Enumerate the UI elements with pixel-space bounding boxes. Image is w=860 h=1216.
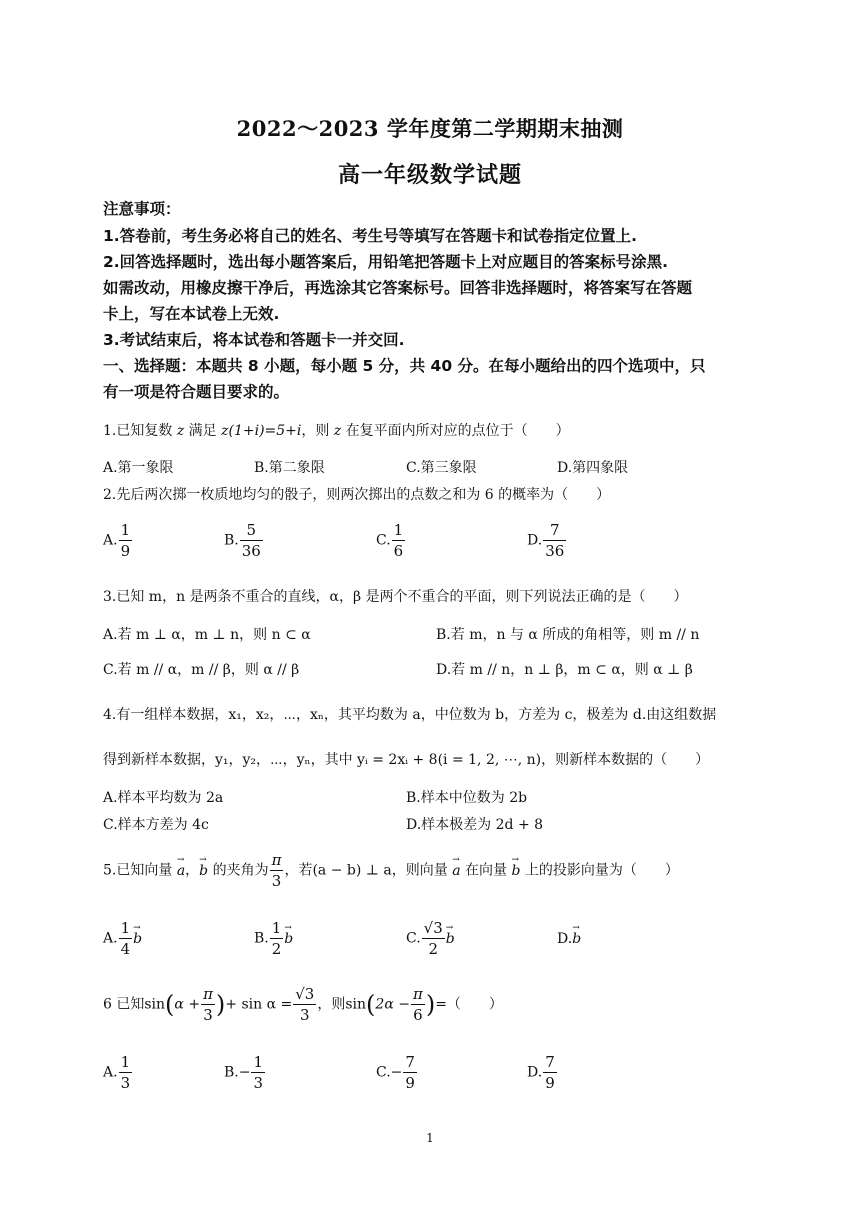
question-3-stem: 3.已知 m，n 是两条不重合的直线，α，β 是两个不重合的平面，则下列说法正确的是（ ）	[103, 589, 688, 605]
q3-option-c: C.若 m // α，m // β，则 α // β	[103, 662, 300, 678]
q1-option-c: C.第三象限	[406, 460, 477, 476]
q5-option-c: C. $\frac{√3}{2}$ → b	[406, 918, 455, 959]
exam-title: 2022～2023 学年度第二学期期末抽测	[236, 116, 624, 141]
notes-heading: 注意事项：	[103, 200, 181, 218]
question-4-line1: 4.有一组样本数据，x₁，x₂，⋯，xₙ，其平均数为 a，中位数为 b，方差为 c，极差为 d.由这组数据	[103, 707, 717, 723]
q6-option-c: C.− $\frac{7}{9}$	[376, 1053, 415, 1092]
q4-option-d: D.样本极差为 2d + 8	[406, 817, 544, 833]
q6-option-d: D. $\frac{7}{9}$	[527, 1053, 555, 1092]
q6-option-a: A. $\frac{1}{3}$	[103, 1053, 131, 1092]
section-heading-line1: 一、选择题：本题共 8 小题，每小题 5 分，共 40 分。在每小题给出的四个选项中，只	[103, 357, 706, 375]
q1-option-d: D.第四象限	[557, 460, 629, 476]
fraction: $\frac{1}{9}$	[120, 521, 131, 560]
fraction: $\frac{5}{36}$	[241, 521, 261, 560]
q2-option-b: B. $\frac{5}{36}$	[224, 521, 261, 560]
q5-option-b: B. $\frac{1}{2}$ → b	[254, 918, 293, 959]
exam-subtitle: 高一年级数学试题	[337, 162, 522, 188]
q1-option-b: B.第二象限	[254, 460, 325, 476]
note-1: 1.答卷前，考生务必将自己的姓名、考生号等填写在答题卡和试卷指定位置上.	[103, 227, 638, 245]
q3-option-a: A.若 m ⊥ α，m ⊥ n，则 n ⊂ α	[103, 627, 311, 643]
note-2b: 如需改动，用橡皮擦干净后，再选涂其它答案标号。回答非选择题时，将答案写在答题	[103, 279, 693, 297]
q4-option-b: B.样本中位数为 2b	[406, 790, 528, 806]
q1-option-a: A.第一象限	[103, 460, 174, 476]
note-2c: 卡上，写在本试卷上无效.	[103, 305, 280, 323]
q2-option-d: D. $\frac{7}{36}$	[527, 521, 565, 560]
page-number: 1	[426, 1131, 434, 1145]
q6-option-b: B.− $\frac{1}{3}$	[224, 1053, 264, 1092]
q4-option-c: C.样本方差为 4c	[103, 817, 209, 833]
q4-option-a: A.样本平均数为 2a	[103, 790, 224, 806]
question-1-stem: 1.已知复数 z 满足 z(1+i)=5+i，则 z 在复平面内所对应的点位于（ ）	[103, 423, 570, 439]
question-4-line2: 得到新样本数据，y₁，y₂，⋯，yₙ，其中 yᵢ = 2xᵢ + 8(i = 1, 2, ⋯, n)，则新样本数据的（ ）	[103, 752, 710, 768]
question-6-stem: 6 已知sin(α + $\frac{\pi}{3}$ )+ sin α = $\frac{√3}{3}$ ，则sin(2α − $\frac{\pi}{6}$ )=（ ）	[103, 985, 503, 1024]
fraction: $\frac{1}{6}$	[393, 521, 404, 560]
q2-option-a: A. $\frac{1}{9}$	[103, 521, 131, 560]
note-2a: 2.回答选择题时，选出每小题答案后，用铅笔把答题卡上对应题目的答案标号涂黑.	[103, 253, 669, 271]
question-2-stem: 2.先后两次掷一枚质地均匀的骰子，则两次掷出的点数之和为 6 的概率为（ ）	[103, 487, 611, 503]
q2-option-c: C. $\frac{1}{6}$	[376, 521, 404, 560]
question-5-stem: 5.已知向量 → a，→ b 的夹角为 $\frac{\pi}{3}$ ，若(a − b) ⊥ a，则向量 → a 在向量 → b 上的投影向量为（ ）	[103, 850, 679, 891]
q5-option-a: A. $\frac{1}{4}$ → b	[103, 918, 142, 959]
q5-option-d: D.→ b	[557, 930, 581, 948]
q3-option-b: B.若 m，n 与 α 所成的角相等，则 m // n	[436, 627, 700, 643]
fraction: $\frac{7}{36}$	[545, 521, 565, 560]
note-3: 3.考试结束后，将本试卷和答题卡一并交回.	[103, 331, 405, 349]
section-heading-line2: 有一项是符合题目要求的。	[103, 383, 290, 401]
q3-option-d: D.若 m // n，n ⊥ β，m ⊂ α，则 α ⊥ β	[436, 662, 693, 678]
